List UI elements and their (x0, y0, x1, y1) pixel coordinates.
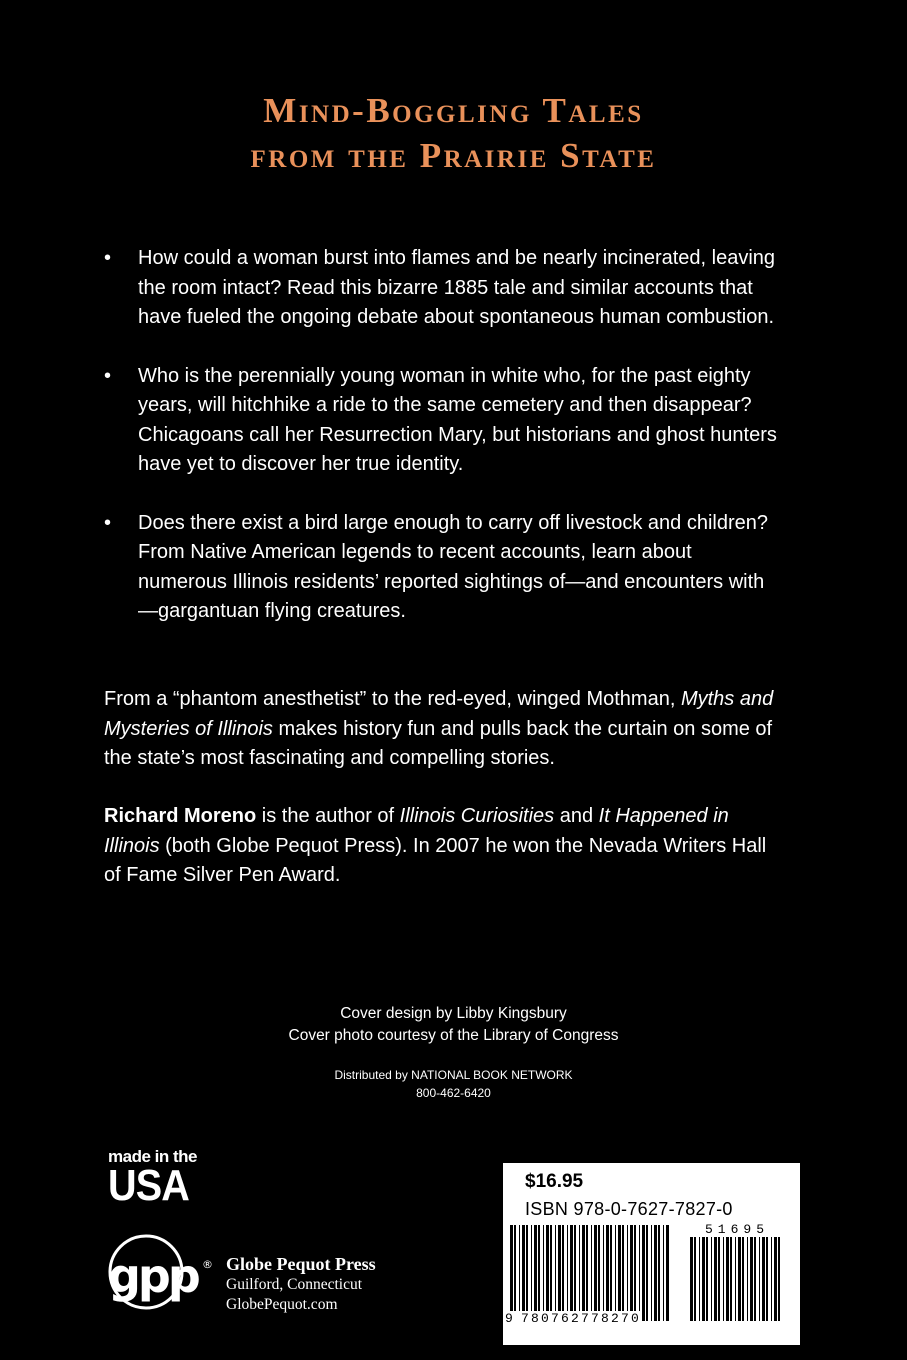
barcode-bar (738, 1237, 741, 1321)
barcode-bar (642, 1225, 645, 1321)
barcode-bar (646, 1225, 648, 1321)
book-title: It Happened in Illinois (104, 805, 729, 857)
summary-text: From a “phantom anesthetist” to the red-eyed, winged Mothman, (104, 688, 681, 710)
barcode-bar (538, 1225, 540, 1321)
barcode-bar (618, 1225, 621, 1321)
barcode-main-icon (509, 1225, 671, 1321)
barcode-bar (627, 1225, 628, 1321)
bullet-list (104, 244, 784, 656)
bullet-dot: • (104, 511, 112, 534)
barcode-bar (615, 1225, 616, 1321)
barcode-addon-icon (689, 1237, 784, 1321)
barcode-bar (778, 1237, 780, 1321)
headline (0, 88, 907, 178)
barcode-bar (594, 1225, 597, 1321)
barcode-bar (519, 1225, 520, 1321)
publisher-name: Globe Pequot Press (226, 1254, 376, 1274)
barcode-bar (666, 1225, 669, 1321)
barcode-bar (718, 1237, 720, 1321)
barcode-bar (754, 1237, 756, 1321)
bullet-item (104, 509, 784, 627)
cover-credits (0, 1003, 907, 1047)
barcode-bar (714, 1237, 717, 1321)
logo-text: gpp (108, 1249, 198, 1303)
barcode-bar (603, 1225, 604, 1321)
barcode-bar (570, 1225, 573, 1321)
barcode-bar (610, 1225, 612, 1321)
barcode-bar (586, 1225, 588, 1321)
barcode-bar (694, 1237, 696, 1321)
barcode-bar (543, 1225, 544, 1321)
barcode-bar (591, 1225, 592, 1321)
barcode-bar (706, 1237, 708, 1321)
made-in-usa-badge (108, 1147, 208, 1210)
barcode-bar (766, 1237, 768, 1321)
bullet-text: Who is the perennially young woman in white who, for the past eighty years, will hitchhike a ride to the same cemetery and then disappear? Chicagoans call her Resurrection Mary, but historians and ghost hunters have yet to discover her true identity. (138, 364, 777, 475)
barcode-bar (622, 1225, 624, 1321)
barcode-bar (558, 1225, 561, 1321)
barcode-bar (699, 1237, 700, 1321)
book-title: Illinois Curiosities (399, 805, 555, 827)
barcode-bar (658, 1225, 660, 1321)
barcode-bar (702, 1237, 705, 1321)
barcode-bar (690, 1237, 693, 1321)
price: $16.95 (525, 1171, 584, 1192)
barcode-bar (654, 1225, 657, 1321)
barcode-bar (526, 1225, 528, 1321)
distribution-info (0, 1066, 907, 1102)
bullet-text: Does there exist a bird large enough to carry off livestock and children? From Native American legends to recent accounts, learn about numerous Illinois residents’ reported sightings of—and encounters with—gargantuan flying creatures. (138, 511, 768, 622)
publisher-info (226, 1253, 376, 1315)
barcode-bar (723, 1237, 724, 1321)
barcode-bar (630, 1225, 633, 1321)
design-credit: Cover design by Libby Kingsbury (340, 1005, 567, 1022)
barcode-lead-digit: 9 (505, 1311, 516, 1326)
barcode-bar (750, 1237, 753, 1321)
author-name: Richard Moreno (104, 805, 257, 827)
barcode-bar (759, 1237, 760, 1321)
book-title: Myths and Mysteries of Illinois (104, 688, 774, 740)
barcode-bar (742, 1237, 744, 1321)
bullet-dot: • (104, 364, 112, 387)
barcode-bar (762, 1237, 765, 1321)
barcode-digits (505, 1311, 641, 1326)
barcode-panel (503, 1163, 800, 1345)
bio-text: (both Globe Pequot Press). In 2007 he won the Nevada Writers Hall of Fame Silver Pen Award. (104, 834, 767, 886)
bullet-item (104, 244, 784, 333)
barcode-bar (735, 1237, 736, 1321)
barcode-bar (574, 1225, 576, 1321)
publisher-location: Guilford, Connecticut (226, 1276, 363, 1293)
barcode-bar (711, 1237, 712, 1321)
publisher-website: GlobePequot.com (226, 1296, 338, 1313)
addon-number: 51695 (705, 1222, 770, 1237)
barcode-number: 780762778270 (521, 1311, 642, 1326)
bio-text: is the author of (256, 805, 400, 827)
registered-mark: ® (202, 1258, 213, 1271)
bullet-text: How could a woman burst into flames and be nearly incinerated, leaving the room intact? Read this bizarre 1885 tale and similar accounts that have fueled the ongoing debate about spontaneous human combustion. (138, 247, 776, 328)
barcode-bar (531, 1225, 532, 1321)
bio-text: and (554, 805, 599, 827)
barcode-bar (774, 1237, 777, 1321)
barcode-bar (639, 1225, 640, 1321)
usa-text: USA (108, 1161, 189, 1210)
barcode-bar (534, 1225, 537, 1321)
bullet-dot: • (104, 247, 112, 269)
distributor-phone: 800-462-6420 (416, 1086, 491, 1100)
barcode-bar (546, 1225, 549, 1321)
barcode-bar (771, 1237, 772, 1321)
barcode-bar (726, 1237, 729, 1321)
isbn-label: ISBN 978-0-7627-7827-0 (525, 1199, 733, 1219)
barcode-bar (663, 1225, 664, 1321)
distributor: Distributed by NATIONAL BOOK NETWORK (334, 1068, 573, 1082)
barcode-bar (730, 1237, 732, 1321)
barcode-bar (562, 1225, 564, 1321)
barcode-bar (555, 1225, 556, 1321)
barcode-bar (567, 1225, 568, 1321)
barcode-bar (747, 1237, 748, 1321)
headline-line-2: from the Prairie State (250, 136, 657, 175)
bullet-item (104, 362, 784, 480)
barcode-bar (514, 1225, 516, 1321)
barcode-bar (582, 1225, 585, 1321)
barcode-bar (634, 1225, 636, 1321)
photo-credit: Cover photo courtesy of the Library of Congress (288, 1027, 619, 1044)
gpp-logo-icon (104, 1234, 214, 1316)
summary-text: makes history fun and pulls back the curtain on some of the state’s most fascinating and compelling stories. (104, 717, 773, 769)
barcode-bar (651, 1225, 652, 1321)
barcode-bar (598, 1225, 600, 1321)
barcode-bar (579, 1225, 580, 1321)
summary-paragraph (104, 685, 784, 774)
made-in-text: made in the (108, 1147, 197, 1166)
headline-line-1: Mind-Boggling Tales (263, 91, 644, 130)
barcode-bar (522, 1225, 525, 1321)
barcode-bar (550, 1225, 552, 1321)
barcode-bar (510, 1225, 513, 1321)
barcode-bar (606, 1225, 609, 1321)
author-bio (104, 802, 784, 891)
